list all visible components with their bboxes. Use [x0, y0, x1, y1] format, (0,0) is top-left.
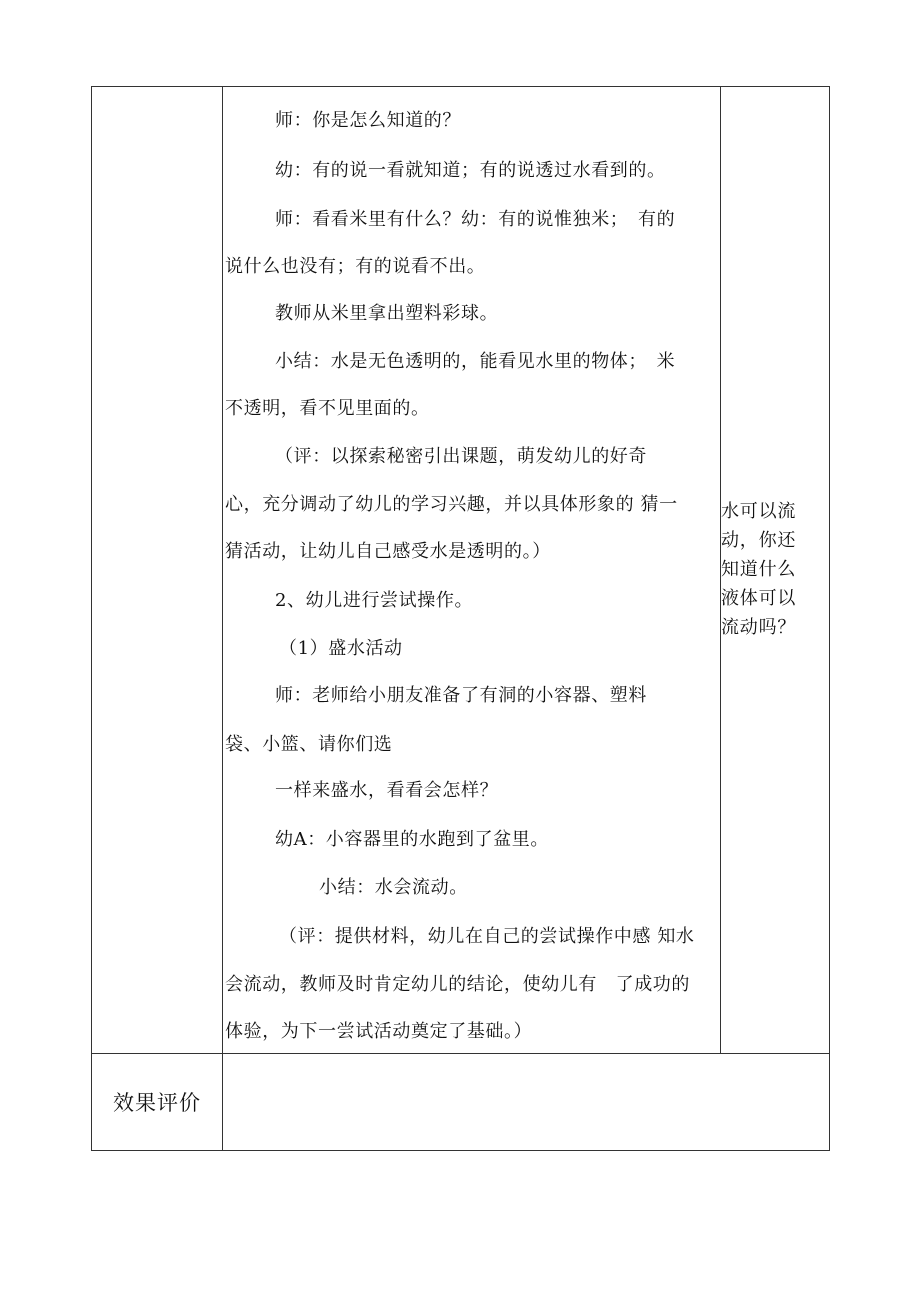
text-line: 会流动，教师及时肯定幼儿的结论，使幼儿有 了成功的	[225, 974, 690, 995]
text-line: 2、幼儿进行尝试操作。	[275, 590, 474, 611]
text-line: 小结：水是无色透明的，能看见水里的物体； 米	[275, 351, 676, 372]
lesson-table	[91, 86, 830, 1151]
text-line: 袋、小篮、请你们选	[225, 734, 393, 755]
text-line: 教师从米里拿出塑料彩球。	[275, 303, 499, 324]
text-line: 幼：有的说一看就知道；有的说透过水看到的。	[275, 160, 666, 181]
text-line: 体验，为下一尝试活动奠定了基础。）	[225, 1021, 533, 1042]
text-line: 师：你是怎么知道的？	[275, 110, 461, 131]
text-line: 小结：水会流动。	[319, 877, 468, 898]
evaluation-content-cell	[223, 1054, 829, 1150]
side-note-line: 液体可以	[721, 588, 797, 609]
text-line: 一样来盛水，看看会怎样？	[275, 780, 499, 801]
text-line: （评：以探索秘密引出课题，萌发幼儿的好奇	[275, 446, 647, 467]
text-line: （评：提供材料，幼儿在自己的尝试操作中感 知水	[279, 926, 695, 947]
left-empty-cell	[92, 87, 222, 1053]
side-note-line: 流动吗？	[721, 617, 797, 638]
side-note-line: 动，你还	[721, 530, 797, 551]
side-note-line: 知道什么	[721, 559, 797, 580]
text-line: 不透明，看不见里面的。	[225, 398, 430, 419]
evaluation-label: 效果评价	[113, 1091, 201, 1115]
lesson-process-cell	[223, 87, 720, 1053]
text-line: 幼A：小容器里的水跑到了盆里。	[275, 829, 549, 850]
side-note-line: 水可以流	[721, 501, 797, 522]
text-line: （1）盛水活动	[279, 638, 403, 659]
text-line: 心，充分调动了幼儿的学习兴趣，并以具体形象的 猜一	[225, 494, 678, 515]
text-line: 师：老师给小朋友准备了有洞的小容器、塑料	[275, 685, 647, 706]
text-line: 猜活动，让幼儿自己感受水是透明的。）	[225, 541, 551, 562]
text-line: 说什么也没有；有的说看不出。	[225, 256, 486, 277]
text-line: 师：看看米里有什么？幼：有的说惟独米； 有的	[275, 209, 676, 230]
